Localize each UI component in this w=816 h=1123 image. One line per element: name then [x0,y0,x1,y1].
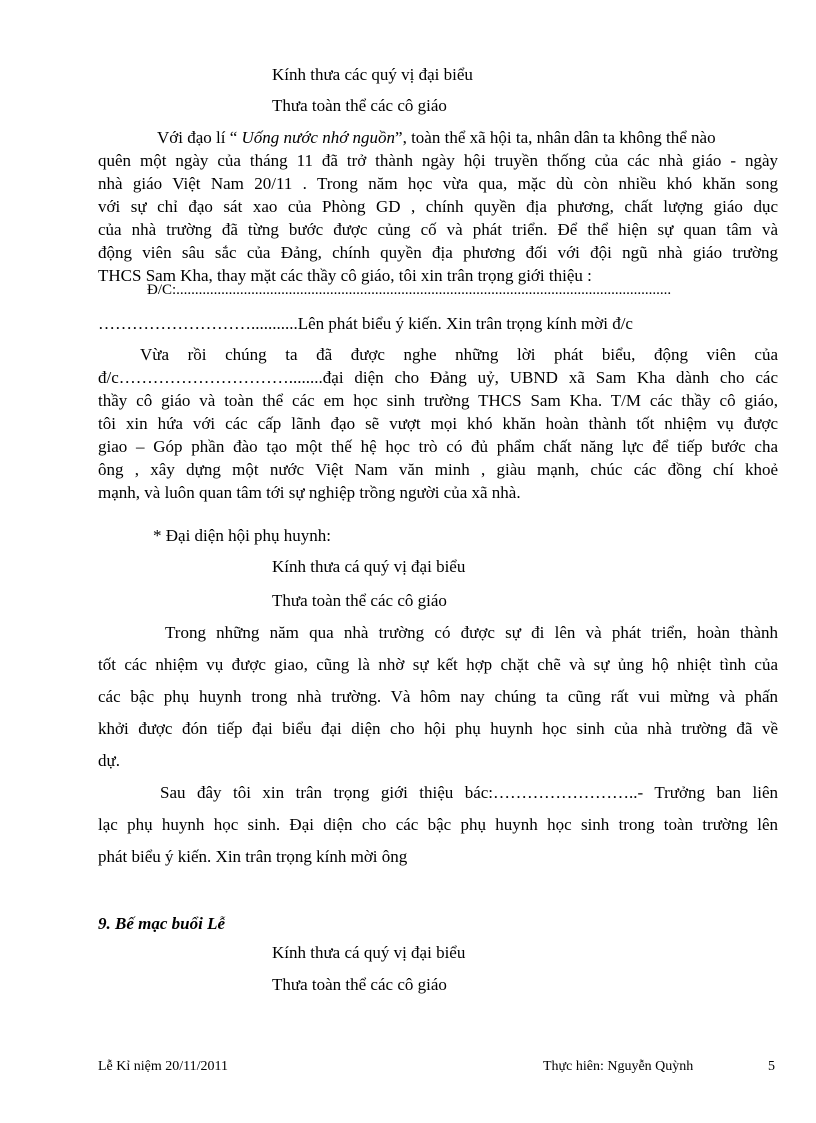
paragraph-1-line-4: với sự chỉ đạo sát xao của Phòng GD , chính quyền địa phương, chất lượng giáo dục [98,197,778,216]
text-run: Với đạo lí “ [157,128,242,147]
paragraph-4-line-2: lạc phụ huynh học sinh. Đại diện cho các bậc phụ huynh học sinh trong toàn trường lên [98,815,778,834]
paragraph-1-line-6: động viên sâu sắc của Đảng, chính quyền địa phương đối với đội ngũ nhà giáo trường [98,243,778,262]
paragraph-1-line-2: quên một ngày của tháng 11 đã trở thành ngày hội truyền thống của các nhà giáo - ngày [98,151,778,170]
greeting-line-5: Kính thưa cá quý vị đại biểu [272,943,466,962]
paragraph-3-line-4: khởi được đón tiếp đại biểu đại diện cho hội phụ huynh học sinh của nhà trường đã về [98,719,778,738]
paragraph-4-line-3: phát biểu ý kiến. Xin trân trọng kính mời ông [98,847,408,866]
paragraph-1-line-7: THCS Sam Kha, thay mặt các thầy cô giáo, tôi xin trân trọng giới thiệu : [98,266,592,285]
paragraph-2-line-2: đ/c…………………………........đại diện cho Đảng uỷ, UBND xã Sam Kha dành cho các [98,368,778,387]
paragraph-2-line-7: mạnh, và luôn quan tâm tới sự nghiệp trồng người của xã nhà. [98,483,521,502]
italic-phrase: Uống nước nhớ nguồn [241,128,396,147]
paragraph-3-line-3: các bậc phụ huynh trong nhà trường. Và hôm nay chúng ta cũng rất vui mừng và phấn [98,687,778,706]
paragraph-2-line-3: thầy cô giáo và toàn thể các em học sinh trường THCS Sam Kha. T/M các thầy cô giáo, [98,391,778,410]
footer-author: Thực hiên: Nguyễn Quỳnh [543,1059,694,1074]
footer-page-number: 5 [768,1059,775,1074]
paragraph-3-line-1: Trong những năm qua nhà trường có được sự đi lên và phát triển, hoàn thành [165,623,778,642]
paragraph-3-line-2: tốt các nhiệm vụ được giao, cũng là nhờ sự kết hợp chặt chẽ và sự ủng hộ nhiệt tình của [98,655,778,674]
greeting-line-6: Thưa toàn thể các cô giáo [272,975,447,994]
paragraph-1-line-3: nhà giáo Việt Nam 20/11 . Trong năm học vừa qua, mặc dù còn nhiều khó khăn song [98,174,778,193]
parent-rep-title: * Đại diện hội phụ huynh: [153,526,332,545]
paragraph-3-line-5: dự. [98,751,120,770]
paragraph-1-line-1 [157,129,716,146]
invite-line: ………………………...........Lên phát biểu ý kiến. Xin trân trọng kính mời đ/c [98,314,633,333]
greeting-line-2: Thưa toàn thể các cô giáo [272,96,447,115]
greeting-line-3: Kính thưa cá quý vị đại biểu [272,557,466,576]
dc-name-line: Đ/C:.................................................................................................................................... [147,282,672,298]
paragraph-2-line-6: ông , xây dựng một nước Việt Nam văn minh , giàu mạnh, chúc các đồng chí khoẻ [98,460,778,479]
paragraph-4-line-1: Sau đây tôi xin trân trọng giới thiệu bác:……………………..- Trưởng ban liên [160,783,778,802]
paragraph-2-line-5: giao – Góp phần đào tạo một thế hệ học trò có đủ phẩm chất năng lực để tiếp bước cha [98,437,778,456]
greeting-line-4: Thưa toàn thể các cô giáo [272,591,447,610]
paragraph-1-line-5: của nhà trường đã từng bước được củng cố và phát triển. Để thể hiện sự quan tâm và [98,220,778,239]
text-run: ”, toàn thể xã hội ta, nhân dân ta không thể nào [395,128,716,147]
section-heading-closing: 9. Bế mạc buổi Lễ [98,914,226,933]
paragraph-2-line-4: tôi xin hứa với các cấp lãnh đạo sẽ vượt mọi khó khăn hoàn thành tốt nhiệm vụ được [98,414,778,433]
greeting-line-1: Kính thưa các quý vị đại biểu [272,65,473,84]
paragraph-2-line-1: Vừa rồi chúng ta đã được nghe những lời phát biểu, động viên của [140,345,778,364]
footer-event-title: Lễ Kỉ niệm 20/11/2011 [98,1059,228,1074]
